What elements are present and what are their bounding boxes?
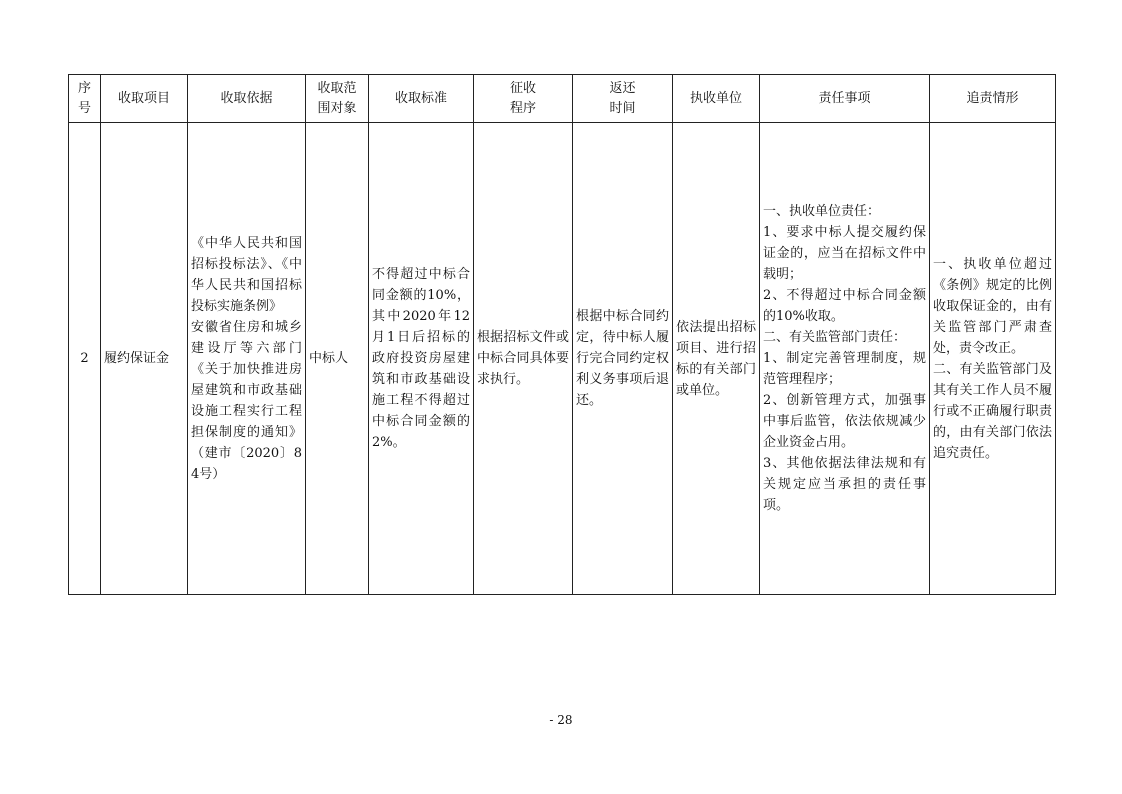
- header-index: 序 号: [69, 75, 101, 123]
- table-row: [69, 123, 1056, 595]
- header-procedure: 征收 程序: [474, 75, 573, 123]
- table-header-row: [69, 75, 1056, 123]
- header-scope: 收取范 围对象: [306, 75, 369, 123]
- header-item: 收取项目: [101, 75, 188, 123]
- cell-standard: 不得超过中标合同金额的10%，其中2020年12月1日后招标的政府投资房屋建筑和市政基础设施工程不得超过中标合同金额的2%。: [369, 123, 474, 595]
- fee-collection-table: [68, 74, 1056, 595]
- header-accountability: 追责情形: [930, 75, 1056, 123]
- cell-responsibilities: 一、执收单位责任： 1、要求中标人提交履约保证金的，应当在招标文件中载明； 2、不得超过中标合同金额的10%收取。 二、有关监管部门责任： 1、制定完善管理制度，规范管理程序； 2、创新管理方式，加强事中事后监管，依法依规减少企业资金占用。 3、其他依据法律法规和有关规定应当承担的责任事项。: [760, 123, 930, 595]
- header-refund-time: 返还 时间: [573, 75, 673, 123]
- cell-procedure: 根据招标文件或中标合同具体要求执行。: [474, 123, 573, 595]
- cell-scope: 中标人: [306, 123, 369, 595]
- cell-collecting-unit: 依法提出招标项目、进行招标的有关部门或单位。: [673, 123, 760, 595]
- cell-item: 履约保证金: [101, 123, 188, 595]
- page-number: - 28: [549, 713, 573, 727]
- header-responsibilities: 责任事项: [760, 75, 930, 123]
- header-standard: 收取标准: [369, 75, 474, 123]
- header-collecting-unit: 执收单位: [673, 75, 760, 123]
- cell-accountability: 一、执收单位超过《条例》规定的比例收取保证金的，由有关监管部门严肃查处，责令改正。 二、有关监管部门及其有关工作人员不履行或不正确履行职责的，由有关部门依法追究责任。: [930, 123, 1056, 595]
- cell-refund-time: 根据中标合同约定，待中标人履行完合同约定权利义务事项后退还。: [573, 123, 673, 595]
- cell-index: 2: [69, 123, 101, 595]
- header-basis: 收取依据: [188, 75, 306, 123]
- cell-basis: 《中华人民共和国招标投标法》、《中华人民共和国招标投标实施条例》 安徽省住房和城乡建设厅等六部门《关于加快推进房屋建筑和市政基础设施工程实行工程担保制度的通知》（建市〔2020〕84号）: [188, 123, 306, 595]
